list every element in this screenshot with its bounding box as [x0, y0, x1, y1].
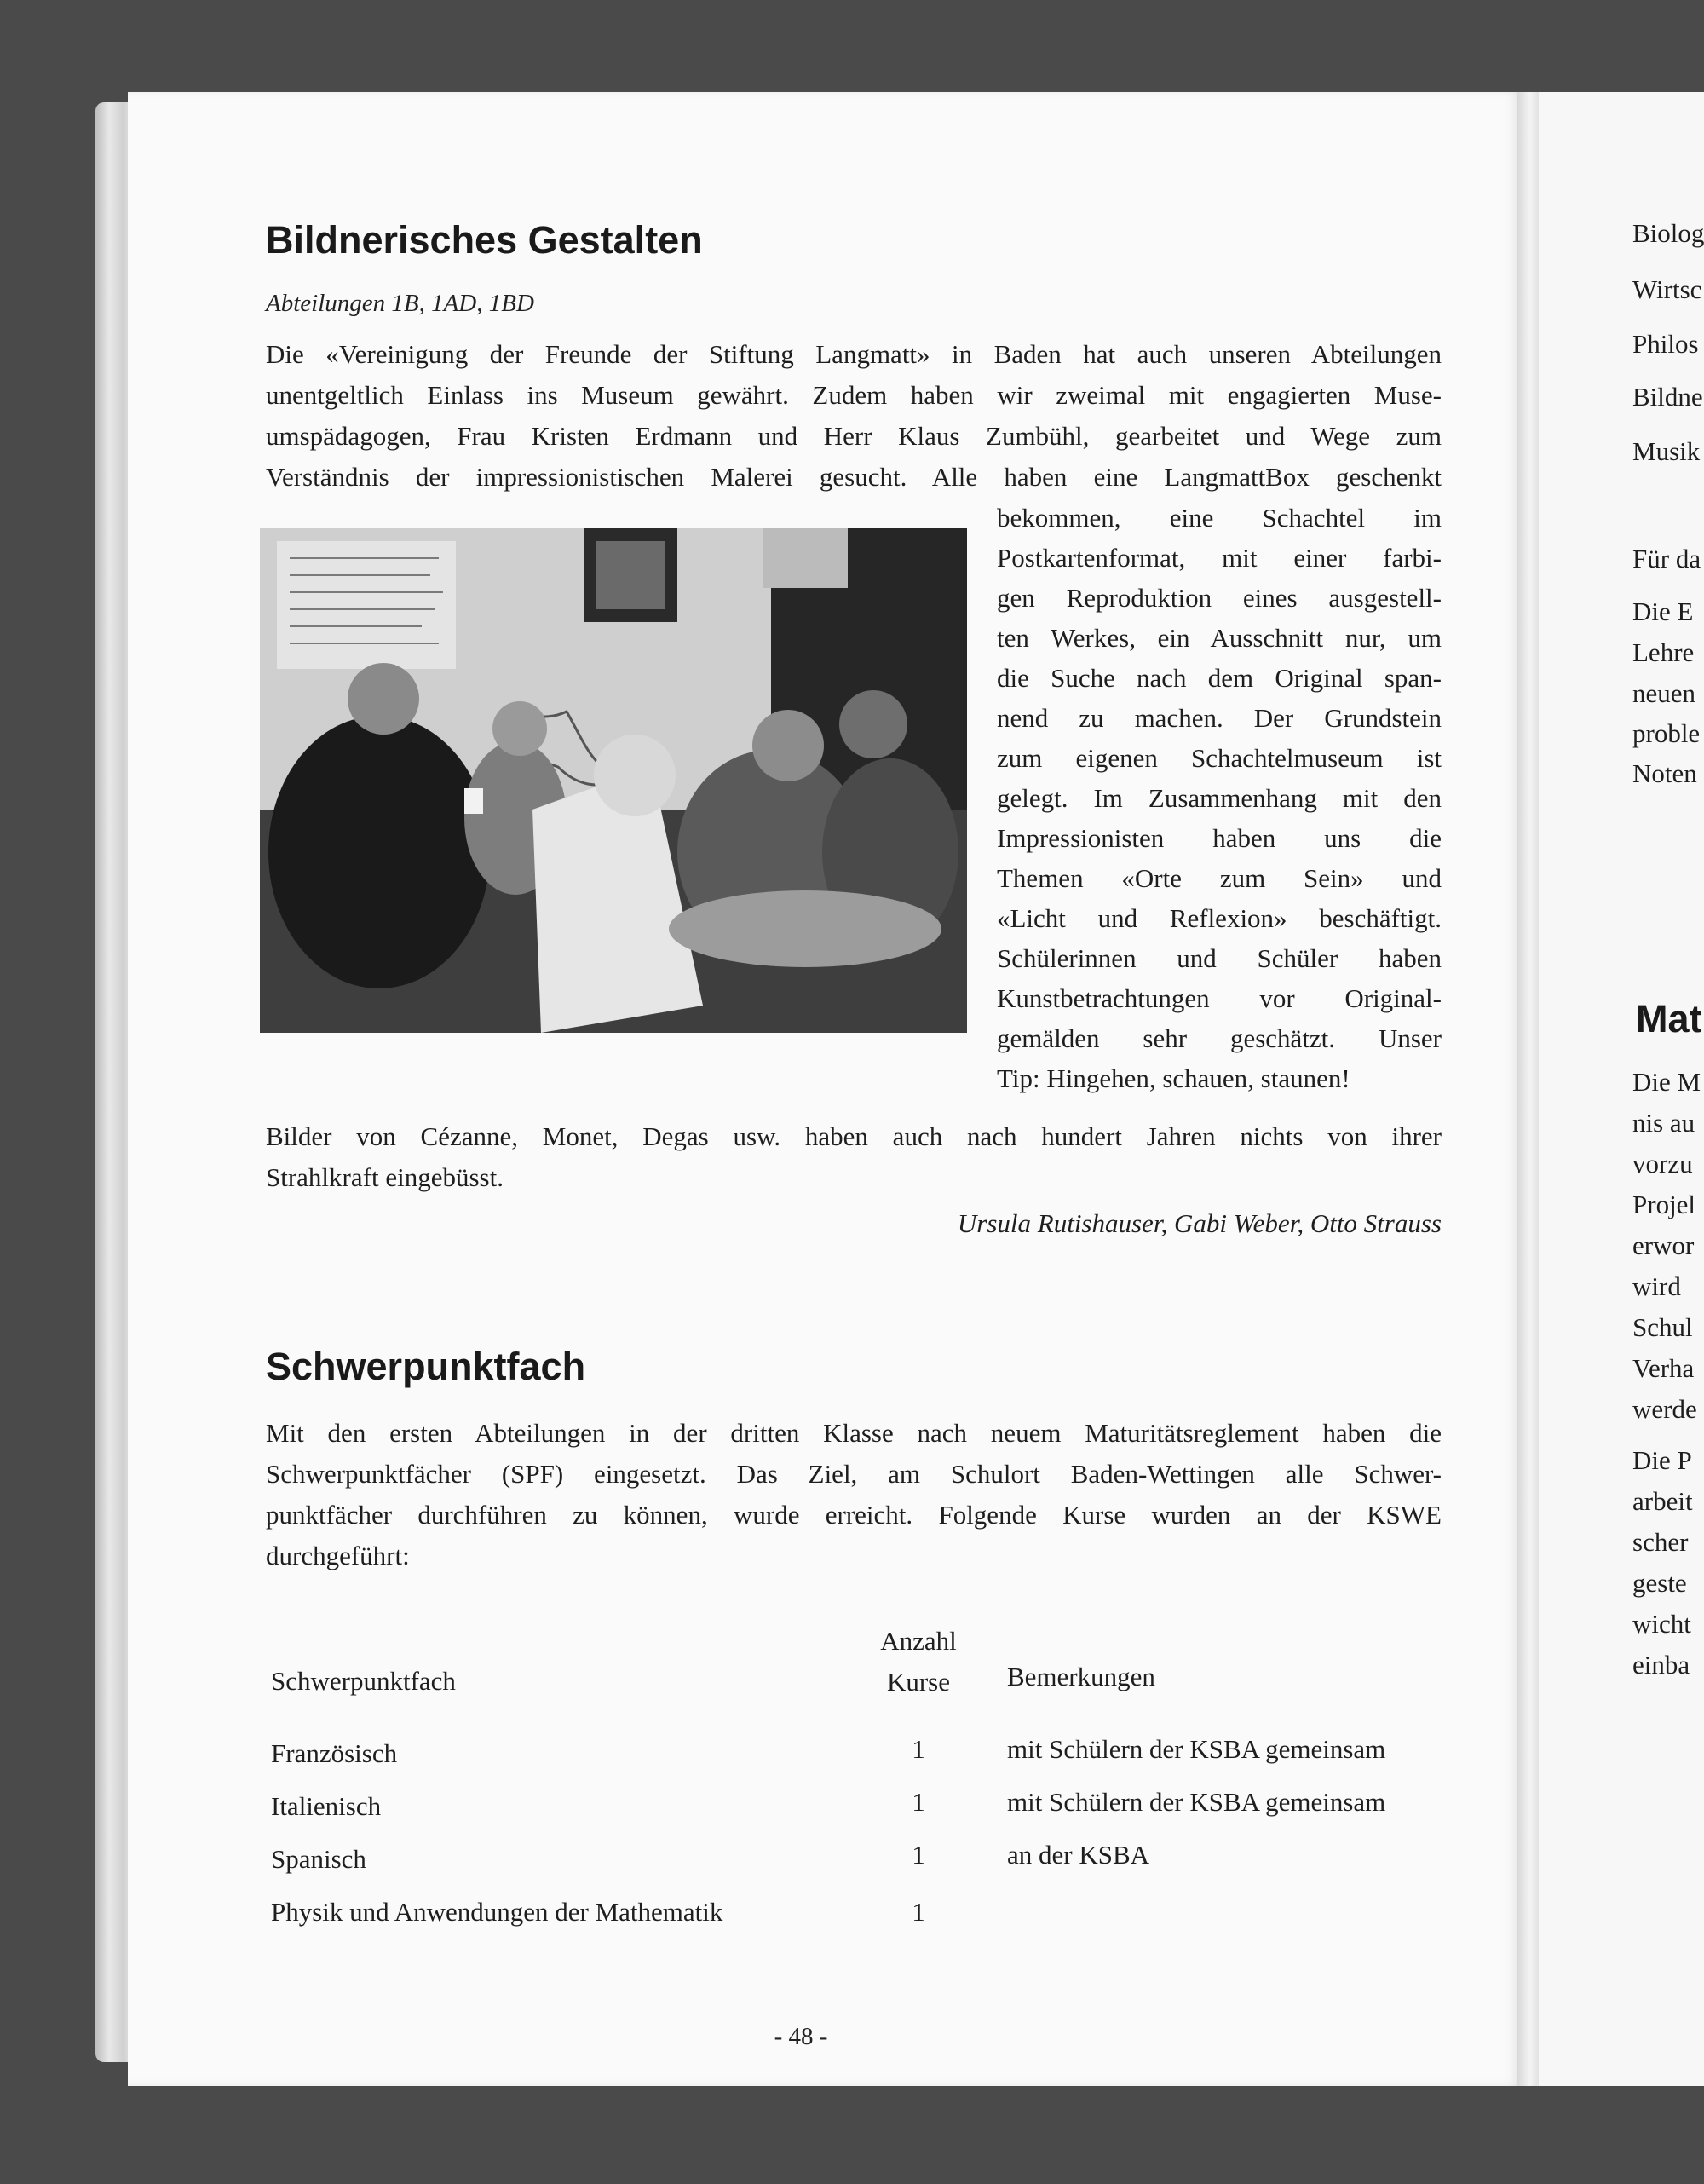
right-line: Projel — [1632, 1190, 1696, 1219]
table-cell-subject: Italienisch — [271, 1791, 382, 1821]
right-line: wird — [1632, 1271, 1681, 1301]
right-line: Philos — [1632, 329, 1699, 359]
paragraph-line: Die «Vereinigung der Freunde der Stiftung Langmatt» in Baden hat auch unseren Abteilungen — [266, 339, 1442, 369]
museum-photo — [260, 528, 967, 1033]
side-line: Postkartenformat, mit einer farbi- — [997, 543, 1442, 573]
right-line: arbeit — [1632, 1486, 1693, 1516]
right-line: proble — [1632, 718, 1701, 748]
right-heading: Mat — [1636, 997, 1702, 1040]
right-line: nis au — [1632, 1108, 1695, 1138]
side-line: zum eigenen Schachtelmuseum ist — [997, 743, 1442, 773]
table-header-count-line2: Kurse — [886, 1667, 951, 1697]
table-cell-subject: Physik und Anwendungen der Mathematik — [271, 1897, 723, 1927]
right-line: Schul — [1632, 1312, 1693, 1342]
side-line: Schülerinnen und Schüler haben — [997, 943, 1442, 973]
paragraph-line: Strahlkraft eingebüsst. — [266, 1162, 504, 1192]
right-line: geste — [1632, 1568, 1687, 1598]
section-heading-bildnerisches: Bildnerisches Gestalten — [266, 218, 703, 262]
paragraph-line: umspädagogen, Frau Kristen Erdmann und Herr Klaus Zumbühl, gearbeitet und Wege zum — [266, 421, 1442, 451]
paragraph-line: Verständnis der impressionistischen Malerei gesucht. Alle haben eine LangmattBox geschenkt — [266, 462, 1442, 492]
right-line: erwor — [1632, 1230, 1695, 1260]
table-header-count-line1: Anzahl — [880, 1626, 957, 1656]
paragraph-line: Schwerpunktfächer (SPF) eingesetzt. Das Ziel, am Schulort Baden-Wettingen alle Schwer- — [266, 1459, 1442, 1489]
photo-illustration — [260, 528, 967, 1033]
right-line: vorzu — [1632, 1149, 1693, 1178]
table-header-remarks: Bemerkungen — [1007, 1662, 1155, 1691]
side-line: «Licht und Reflexion» beschäftigt. — [997, 903, 1442, 933]
side-line: ten Werkes, ein Ausschnitt nur, um — [997, 623, 1442, 653]
table-cell-count: 1 — [912, 1787, 925, 1817]
table-header-subject: Schwerpunktfach — [271, 1666, 456, 1696]
right-line: Wirtsc — [1632, 274, 1702, 304]
table-cell-remarks: mit Schülern der KSBA gemeinsam — [1007, 1734, 1386, 1764]
table-cell-subject: Spanisch — [271, 1844, 366, 1874]
page-number: - 48 - — [774, 2023, 828, 2050]
side-line: gen Reproduktion eines ausgestell- — [997, 583, 1442, 613]
right-line: Verha — [1632, 1353, 1695, 1383]
side-line: die Suche nach dem Original span- — [997, 663, 1442, 693]
paragraph-line: unentgeltlich Einlass ins Museum gewährt. Zudem haben wir zweimal mit engagierten Muse- — [266, 380, 1442, 410]
right-line: Musik — [1632, 436, 1701, 466]
right-line: wicht — [1632, 1609, 1691, 1639]
section-heading-schwerpunktfach: Schwerpunktfach — [266, 1345, 586, 1388]
table-cell-count: 1 — [912, 1840, 925, 1870]
paragraph-line: Bilder von Cézanne, Monet, Degas usw. haben auch nach hundert Jahren nichts von ihrer — [266, 1121, 1442, 1151]
right-line: Lehre — [1632, 637, 1695, 667]
side-line: Tip: Hingehen, schauen, staunen! — [997, 1063, 1350, 1093]
right-line: Für da — [1632, 544, 1701, 573]
book-gutter — [1517, 92, 1539, 2086]
side-line: gelegt. Im Zusammenhang mit den — [997, 783, 1442, 813]
table-cell-remarks: an der KSBA — [1007, 1840, 1150, 1870]
right-line: Biolog — [1632, 218, 1704, 248]
section-subheading: Abteilungen 1B, 1AD, 1BD — [266, 290, 534, 317]
paragraph-line: durchgeführt: — [266, 1541, 410, 1570]
table-cell-subject: Französisch — [271, 1738, 398, 1768]
table-cell-remarks: mit Schülern der KSBA gemeinsam — [1007, 1787, 1386, 1817]
side-line: Kunstbetrachtungen vor Original- — [997, 983, 1442, 1013]
author-signature: Ursula Rutishauser, Gabi Weber, Otto Strauss — [957, 1208, 1442, 1238]
right-line: Die E — [1632, 596, 1694, 626]
side-line: Themen «Orte zum Sein» und — [997, 863, 1442, 893]
table-cell-count: 1 — [912, 1734, 925, 1764]
side-line: Impressionisten haben uns die — [997, 823, 1442, 853]
right-line: Noten — [1632, 758, 1697, 788]
table-cell-count: 1 — [912, 1897, 925, 1927]
side-line: bekommen, eine Schachtel im — [997, 503, 1442, 533]
side-line: nend zu machen. Der Grundstein — [997, 703, 1442, 733]
right-line: einba — [1632, 1650, 1690, 1680]
right-line: Die M — [1632, 1067, 1701, 1097]
side-line: gemälden sehr geschätzt. Unser — [997, 1023, 1442, 1053]
right-line: Bildne — [1632, 382, 1703, 412]
right-line: Die P — [1632, 1445, 1692, 1475]
paragraph-line: Mit den ersten Abteilungen in der dritten Klasse nach neuem Maturitätsreglement haben die — [266, 1418, 1442, 1448]
right-line: scher — [1632, 1527, 1689, 1557]
right-line: werde — [1632, 1394, 1697, 1424]
paragraph-line: punktfächer durchführen zu können, wurde erreicht. Folgende Kurse wurden an der KSWE — [266, 1500, 1442, 1530]
right-line: neuen — [1632, 678, 1696, 708]
